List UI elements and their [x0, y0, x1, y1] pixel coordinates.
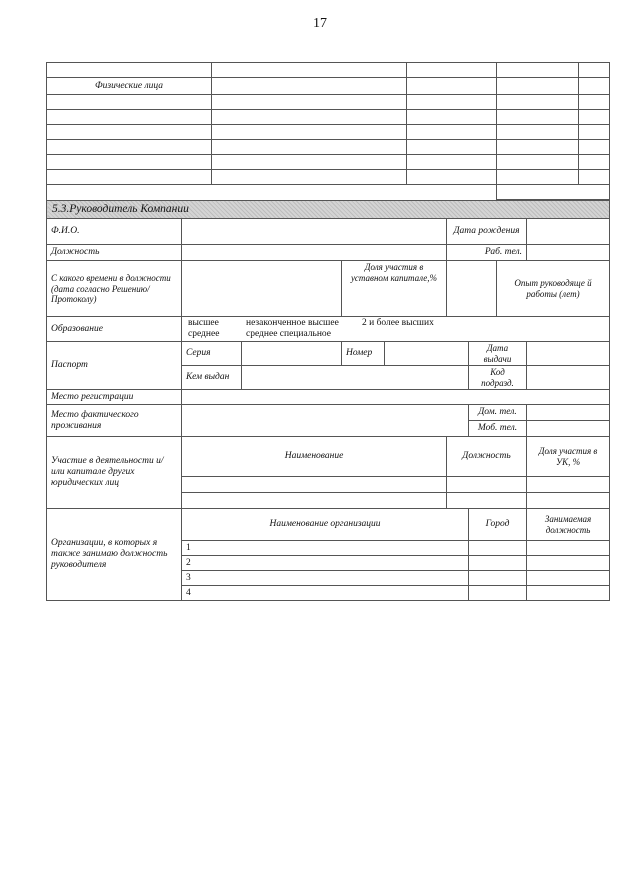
cell[interactable] — [47, 63, 212, 78]
issued-by-field[interactable] — [242, 366, 469, 390]
birth-date-field[interactable] — [527, 219, 610, 245]
since-when-field[interactable] — [182, 261, 342, 317]
individuals-label: Физические лица — [47, 78, 212, 95]
dept-code-field[interactable] — [527, 366, 610, 390]
since-when-label: С какого времени в должности (дата согласно Решению/Протоколу) — [47, 261, 182, 317]
actual-residence-label: Место фактического проживания — [47, 405, 182, 437]
number-field[interactable] — [385, 342, 469, 366]
education-label: Образование — [47, 317, 182, 342]
orgs-label: Организации, в которых я также занимаю должность руководителя — [47, 509, 182, 601]
work-phone-field[interactable] — [527, 245, 610, 261]
position-column-header: Должность — [447, 437, 527, 477]
held-position-column-header: Занимаемая должность — [527, 509, 610, 541]
edu-option-secondary[interactable]: среднее — [188, 329, 220, 340]
edu-option-secondary-special[interactable]: среднее специальное — [246, 329, 332, 340]
name-column-header: Наименование — [182, 437, 447, 477]
page-number: 17 — [313, 16, 327, 31]
org-row-4[interactable]: 4 — [182, 586, 469, 601]
share-uk-column-header: Доля участия в УК, % — [527, 437, 610, 477]
experience-label: Опыт руководяще й работы (лет) — [497, 261, 610, 317]
edu-option-incomplete-higher[interactable]: незаконченное высшее — [246, 318, 339, 329]
registration-field[interactable] — [182, 390, 610, 405]
participation-label: Участие в деятельности и/или капитале других юридических лиц — [47, 437, 182, 509]
home-phone-field[interactable] — [527, 405, 610, 421]
series-label: Серия — [182, 342, 242, 366]
education-options[interactable] — [182, 317, 610, 342]
individuals-table — [46, 62, 610, 200]
org-row-3[interactable]: 3 — [182, 571, 469, 586]
number-label: Номер — [342, 342, 385, 366]
registration-label: Место регистрации — [47, 390, 182, 405]
issue-date-field[interactable] — [527, 342, 610, 366]
org-row-1[interactable]: 1 — [182, 541, 469, 556]
issued-by-label: Кем выдан — [182, 366, 242, 390]
share-capital-label: Доля участия в уставном капитале,% — [342, 261, 447, 317]
edu-option-two-higher[interactable]: 2 и более высших — [362, 318, 434, 329]
series-field[interactable] — [242, 342, 342, 366]
director-table — [46, 200, 610, 601]
issue-date-label: Дата выдачи — [469, 342, 527, 366]
share-capital-field[interactable] — [447, 261, 497, 317]
mobile-phone-label: Моб. тел. — [469, 421, 527, 437]
city-column-header: Город — [469, 509, 527, 541]
birth-date-label: Дата рождения — [447, 219, 527, 245]
dept-code-label: Код подразд. — [469, 366, 527, 390]
edu-option-higher[interactable]: высшее — [188, 318, 219, 329]
actual-residence-field[interactable] — [182, 405, 469, 437]
position-label: Должность — [47, 245, 182, 261]
section-title: 5.3.Руководитель Компании — [47, 201, 610, 219]
passport-label: Паспорт — [47, 342, 182, 390]
position-field[interactable] — [182, 245, 447, 261]
work-phone-label: Раб. тел. — [447, 245, 527, 261]
home-phone-label: Дом. тел. — [469, 405, 527, 421]
questionnaire-form — [46, 62, 609, 601]
fio-label: Ф.И.О. — [47, 219, 182, 245]
fio-field[interactable] — [182, 219, 447, 245]
mobile-phone-field[interactable] — [527, 421, 610, 437]
org-name-column-header: Наименование организации — [182, 509, 469, 541]
org-row-2[interactable]: 2 — [182, 556, 469, 571]
